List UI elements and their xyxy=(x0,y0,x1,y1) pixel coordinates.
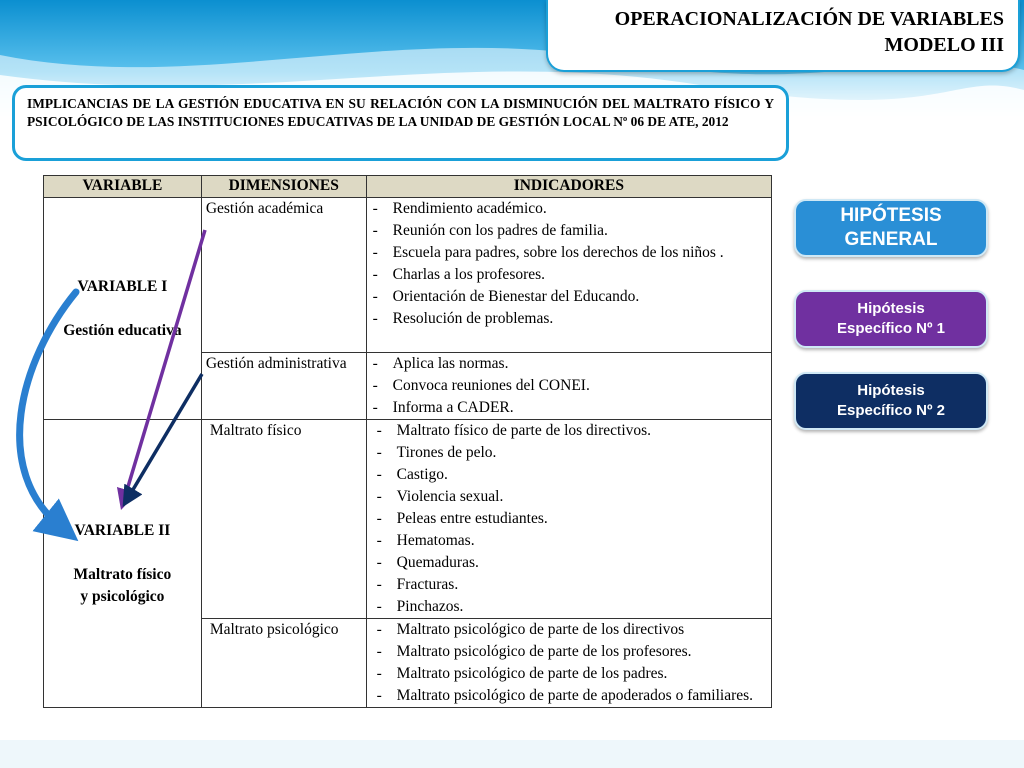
indicators-administrative xyxy=(366,353,771,420)
operationalization-table xyxy=(43,175,772,708)
list-item: - Orientación de Bienestar del Educando. xyxy=(371,286,767,308)
list-item: - Escuela para padres, sobre los derechos de los niños . xyxy=(371,242,767,264)
page-subtitle-model: MODELO III xyxy=(884,34,1004,56)
footer-band xyxy=(0,740,1024,768)
variable-2-description-1: Maltrato físico xyxy=(73,565,172,583)
list-item: - Resolución de problemas. xyxy=(371,308,767,330)
list-item: - Hematomas. xyxy=(371,530,767,552)
indicators-psychological xyxy=(366,619,771,708)
header-dimensions: DIMENSIONES xyxy=(201,176,366,198)
variable-2-name: VARIABLE II xyxy=(74,521,171,539)
header-variable: VARIABLE xyxy=(44,176,202,198)
general-hypothesis-button[interactable] xyxy=(794,199,988,257)
specific-hypothesis-1-line2: Específico Nº 1 xyxy=(836,320,946,337)
page-title: OPERACIONALIZACIÓN DE VARIABLES xyxy=(614,8,1004,30)
variable-2-cell xyxy=(44,420,202,708)
list-item: - Maltrato psicológico de parte de apoderados o familiares. xyxy=(371,685,767,707)
specific-hypothesis-2-line2: Específico Nº 2 xyxy=(836,402,946,419)
indicators-physical xyxy=(366,420,771,619)
list-item: - Informa a CADER. xyxy=(371,397,767,419)
list-item: - Tirones de pelo. xyxy=(371,442,767,464)
dimension-physical: Maltrato físico xyxy=(201,420,366,619)
variable-1-name: VARIABLE I xyxy=(77,277,168,295)
indicators-academic xyxy=(366,198,771,353)
list-item: - Castigo. xyxy=(371,464,767,486)
research-title-box xyxy=(12,85,789,161)
specific-hypothesis-1-button[interactable] xyxy=(794,290,988,348)
list-item: - Convoca reuniones del CONEI. xyxy=(371,375,767,397)
list-item: - Maltrato psicológico de parte de los profesores. xyxy=(371,641,767,663)
research-title: IMPLICANCIAS DE LA GESTIÓN EDUCATIVA EN SU RELACIÓN CON LA DISMINUCIÓN DEL MALTRATO FÍSICO Y PSICOLÓGICO DE LAS INSTITUCIONES EDUCATIVAS DE LA UNIDAD DE GESTIÓN LOCAL Nº 06 DE ATE, 2012 xyxy=(27,96,774,129)
list-item: - Maltrato psicológico de parte de los directivos xyxy=(371,619,767,641)
list-item: - Maltrato psicológico de parte de los padres. xyxy=(371,663,767,685)
general-hypothesis-line1: HIPÓTESIS xyxy=(840,205,942,226)
specific-hypothesis-2-button[interactable] xyxy=(794,372,988,430)
dimension-administrative: Gestión administrativa xyxy=(201,353,366,420)
title-box xyxy=(546,0,1020,72)
variable-1-description: Gestión educativa xyxy=(63,321,182,339)
list-item: - Fracturas. xyxy=(371,574,767,596)
dimension-academic: Gestión académica xyxy=(201,198,366,353)
specific-hypothesis-2-line1: Hipótesis xyxy=(857,382,925,399)
list-item: - Pinchazos. xyxy=(371,596,767,618)
table-row xyxy=(44,420,772,619)
variable-2-description-2: y psicológico xyxy=(80,587,165,605)
variable-1-cell xyxy=(44,198,202,420)
table-row xyxy=(44,198,772,353)
list-item: - Reunión con los padres de familia. xyxy=(371,220,767,242)
list-item: - Aplica las normas. xyxy=(371,353,767,375)
dimension-psychological: Maltrato psicológico xyxy=(201,619,366,708)
header-indicators: INDICADORES xyxy=(366,176,771,198)
general-hypothesis-line2: GENERAL xyxy=(844,229,938,250)
specific-hypothesis-1-line1: Hipótesis xyxy=(857,300,925,317)
list-item: - Rendimiento académico. xyxy=(371,198,767,220)
list-item: - Charlas a los profesores. xyxy=(371,264,767,286)
list-item: - Violencia sexual. xyxy=(371,486,767,508)
list-item: - Maltrato físico de parte de los directivos. xyxy=(371,420,767,442)
list-item: - Quemaduras. xyxy=(371,552,767,574)
list-item: - Peleas entre estudiantes. xyxy=(371,508,767,530)
table-header-row xyxy=(44,176,772,198)
